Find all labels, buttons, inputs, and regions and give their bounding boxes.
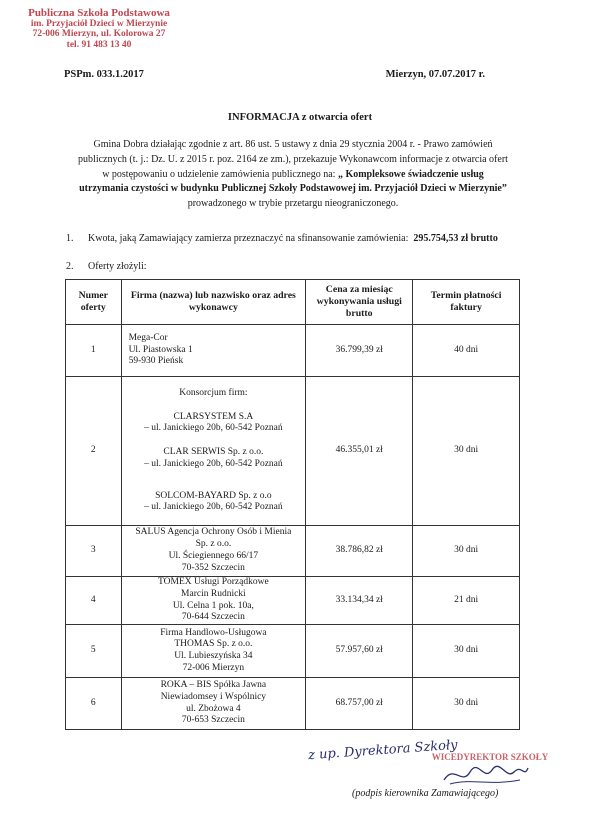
intro-normal: Gmina Dobra działając zgodnie z art. 86 ust. 5 ustawy z dnia 29 stycznia 2004 r. - Prawo zamówień publicznych (t. j.: Dz. U. z 2015 r. poz. 2164 ze zm.), przekazuje Wykonawcom informacje z otwarcia ofert w postępowaniu o udzielenie zamówienia publicznego na: — [78, 139, 508, 180]
point-1-number: 1. — [66, 233, 74, 244]
stamp-line-3: 72-006 Mierzyn, ul. Kolorowa 27 — [32, 29, 166, 39]
header-payment-term: Termin płatności faktury — [413, 280, 520, 325]
stamp-line-1: Publiczna Szkoła Podstawowa — [28, 7, 170, 19]
firm-line: Marcin Rudnicki — [181, 588, 246, 599]
offer-number: 6 — [66, 678, 122, 730]
signature-scribble-icon — [440, 760, 530, 790]
consortium-member-address: – ul. Janickiego 20b, 60-542 Poznań — [144, 458, 283, 469]
firm-line: Sp. z o.o. — [195, 539, 232, 550]
firm-line: THOMAS Sp. z o.o. — [174, 639, 253, 650]
header-offer-number: Numer oferty — [66, 280, 122, 325]
offer-term: 30 dni — [413, 678, 520, 730]
offer-term: 30 dni — [413, 526, 520, 577]
offer-term: 30 dni — [413, 625, 520, 678]
offer-number: 4 — [66, 577, 122, 625]
firm-line: 70-644 Szczecin — [181, 612, 245, 623]
firm-line: ROKA – BIS Spółka Jawna — [160, 680, 267, 691]
stamp-line-4: tel. 91 483 13 40 — [66, 39, 132, 50]
point-2-number: 2. — [66, 261, 74, 272]
consortium-member-name: CLARSYSTEM S.A — [173, 411, 254, 422]
firm-line: Ul. Ściegiennego 66/17 — [168, 551, 259, 561]
point-2-text: Oferty złożyli: — [88, 261, 147, 272]
table-row — [66, 526, 520, 577]
handwritten-signature: z up. Dyrektora Szkoły — [307, 737, 459, 764]
firm-cell — [121, 678, 306, 730]
spacer — [124, 400, 304, 412]
offer-price: 57.957,60 zł — [306, 625, 413, 678]
offer-number: 3 — [66, 526, 122, 577]
offer-term: 40 dni — [413, 325, 520, 377]
firm-line: Firma Handlowo-Usługowa — [160, 627, 267, 638]
firm-cell — [121, 577, 306, 625]
consortium-member-name: SOLCOM-BAYARD Sp. z o.o — [155, 490, 272, 501]
firm-line: 72-006 Mierzyn — [182, 662, 245, 673]
offer-price: 38.786,82 zł — [306, 526, 413, 577]
school-stamp — [18, 8, 180, 50]
firm-line: Niewiadomsey i Wspólnicy — [160, 691, 267, 702]
point-1-text: Kwota, jaką Zamawiający zamierza przeznaczyć na sfinansowanie zamówienia: — [88, 233, 409, 244]
firm-line: TOMEX Usługi Porządkowe — [158, 577, 269, 587]
table-row — [66, 377, 520, 526]
point-offers — [66, 261, 147, 272]
offer-number: 1 — [66, 325, 122, 377]
firm-line: 70-653 Szczecin — [181, 715, 245, 726]
offer-price: 68.757,00 zł — [306, 678, 413, 730]
intro-paragraph — [77, 138, 509, 212]
consortium-member-address: – ul. Janickiego 20b, 60-542 Poznań — [144, 423, 283, 434]
firm-cell — [121, 526, 306, 577]
firm-cell — [121, 377, 306, 526]
document-heading: INFORMACJA z otwarcia ofert — [227, 112, 373, 123]
intro-tail: prowadzonego w trybie przetargu nieograniczonego. — [187, 198, 399, 210]
table-row — [66, 678, 520, 730]
stamp-line-2: im. Przyjaciół Dzieci w Mierzynie — [30, 18, 168, 29]
table-row — [66, 577, 520, 625]
spacer — [124, 471, 304, 491]
firm-line: Ul. Celna 1 pok. 10a, — [172, 600, 254, 611]
offers-table — [65, 279, 520, 730]
header-firm: Firma (nazwa) lub nazwisko oraz adres wykonawcy — [121, 280, 306, 325]
signature-area — [300, 738, 580, 818]
offer-price: 46.355,01 zł — [306, 377, 413, 526]
firm-line: Ul. Lubieszyńska 34 — [174, 651, 253, 662]
firm-cell — [121, 325, 306, 377]
firm-line: Mega-Cor — [128, 332, 168, 343]
intro-bold-title: „ Kompleksowe świadczenie usług utrzymania czystości w budynku Publicznej Szkoły Podstawowej im. Przyjaciół Dzieci w Mierzynie” — [79, 168, 507, 195]
reference-number: PSPm. 033.1.2017 — [64, 69, 144, 80]
offer-price: 33.134,34 zł — [306, 577, 413, 625]
firm-line: 70-352 Szczecin — [181, 562, 245, 573]
header-price: Cena za miesiąc wykonywania usługi brutto — [306, 280, 413, 325]
signature-caption: (podpis kierownika Zamawiającego) — [352, 788, 499, 799]
firm-cell — [121, 625, 306, 678]
firm-line: Ul. Piastowska 1 — [128, 344, 193, 355]
vice-director-stamp-line: WICEDYREKTOR SZKOŁY — [431, 752, 549, 762]
firm-line: 59-930 Pieńsk — [128, 356, 184, 367]
firm-line: ul. Zbożowa 4 — [186, 703, 241, 714]
spacer — [124, 435, 304, 447]
offer-number: 2 — [66, 377, 122, 526]
offer-price: 36.799,39 zł — [306, 325, 413, 377]
budget-amount: 295.754,53 zł brutto — [413, 233, 498, 244]
point-1-text-wrap — [88, 232, 508, 247]
consortium-member-address: – ul. Janickiego 20b, 60-542 Poznań — [144, 502, 283, 513]
firm-line: SALUS Agencja Ochrony Osób i Mienia — [135, 527, 292, 538]
consortium-member-name: CLAR SERWIS Sp. z o.o. — [163, 447, 264, 458]
offer-term: 30 dni — [413, 377, 520, 526]
table-row — [66, 625, 520, 678]
consortium-label: Konsorcjum firm: — [179, 387, 248, 398]
place-and-date: Mierzyn, 07.07.2017 r. — [385, 69, 485, 80]
offer-number: 5 — [66, 625, 122, 678]
table-row — [66, 325, 520, 377]
offer-term: 21 dni — [413, 577, 520, 625]
table-header-row — [66, 280, 520, 325]
